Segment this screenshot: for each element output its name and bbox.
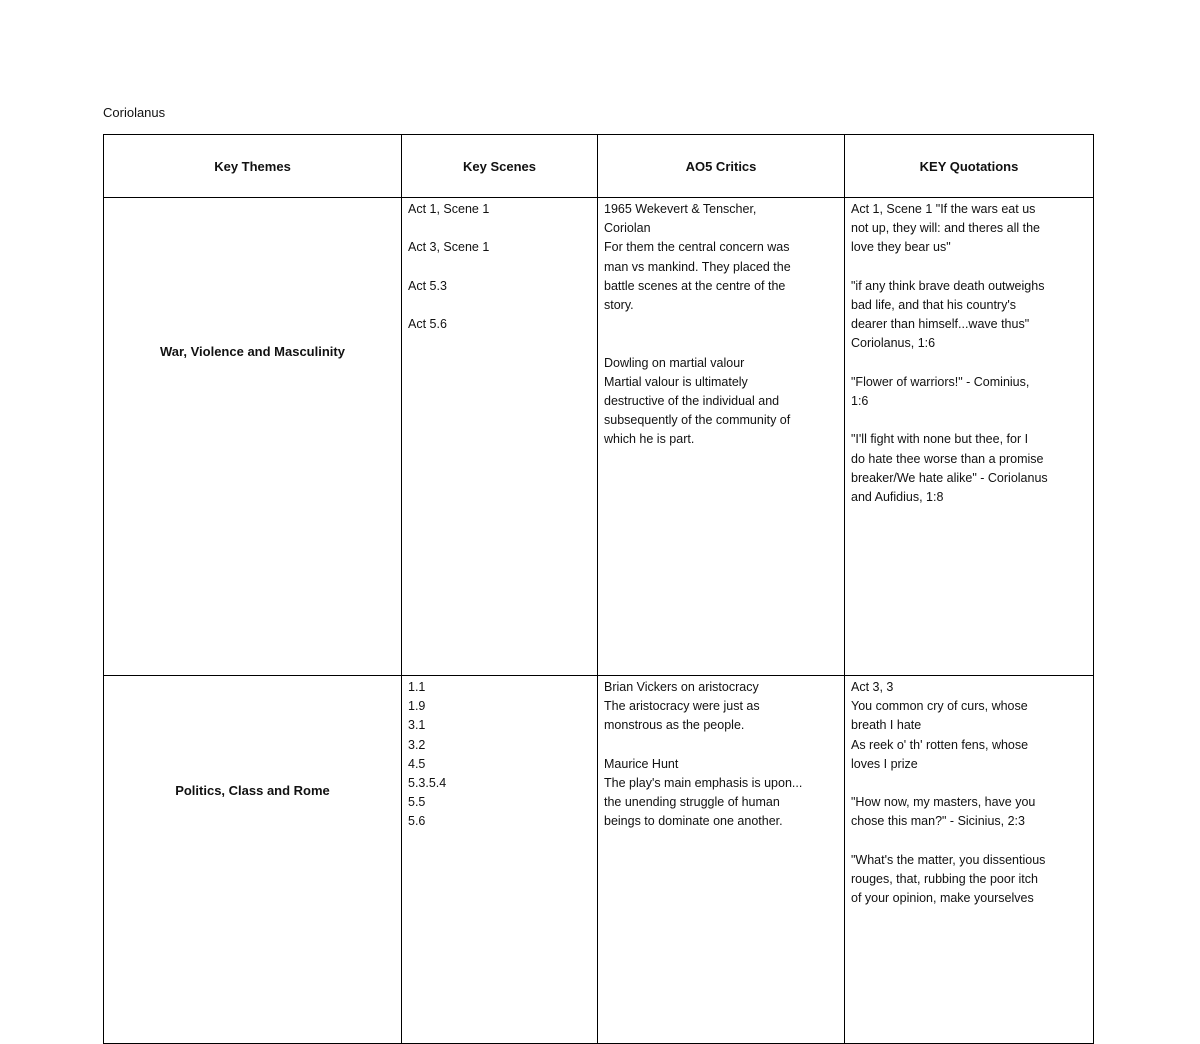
cell-line: Brian Vickers on aristocracy [604, 680, 759, 694]
cell-line: subsequently of the community of [604, 413, 791, 428]
cell-line: 5.6 [408, 814, 426, 829]
critics-cell [598, 676, 845, 1044]
cell-line: Dowling on martial valour [604, 355, 745, 370]
cell-line: Act 3, 3 [851, 680, 894, 694]
cell-line: monstrous as the people. [604, 718, 745, 733]
cell-line [851, 258, 1087, 277]
table-row [104, 198, 1094, 676]
cell-line: "Flower of warriors!" - Cominius, [851, 374, 1030, 389]
cell-line: Coriolanus, 1:6 [851, 336, 936, 351]
cell-line: story. [604, 298, 634, 313]
cell-line: For them the central concern was [604, 240, 790, 255]
cell-line: rouges, that, rubbing the poor itch [851, 872, 1038, 886]
theme-cell: Politics, Class and Rome [104, 676, 402, 1044]
cell-line: and Aufidius, 1:8 [851, 490, 944, 504]
cell-line [604, 736, 838, 755]
cell-line: 1965 Wekevert & Tenscher, [604, 202, 757, 216]
quotations-list [845, 198, 1093, 507]
cell-line: Coriolan [604, 221, 651, 236]
cell-line: 3.1 [408, 718, 426, 733]
cell-line: which he is part. [604, 432, 695, 447]
cell-line [408, 219, 591, 238]
quotations-cell [845, 676, 1094, 1044]
cell-line: chose this man?" - Sicinius, 2:3 [851, 814, 1025, 829]
table-row [104, 676, 1094, 1044]
scenes-list [402, 198, 597, 334]
cell-line: Act 5.3 [408, 278, 447, 293]
cell-line: Act 3, Scene 1 [408, 240, 490, 255]
cell-line: Act 5.6 [408, 317, 447, 332]
cell-line: 5.3.5.4 [408, 776, 447, 791]
cell-line: Act 1, Scene 1 "If the wars eat us [851, 202, 1036, 216]
cell-line: Maurice Hunt [604, 756, 679, 771]
header-key-themes: Key Themes [104, 135, 402, 198]
cell-line [851, 774, 1087, 793]
cell-line: As reek o' th' rotten fens, whose [851, 737, 1029, 752]
cell-line: 1:6 [851, 394, 869, 408]
scenes-cell [402, 676, 598, 1044]
theme-cell: War, Violence and Masculinity [104, 198, 402, 676]
cell-line [851, 354, 1087, 373]
cell-line: "I'll fight with none but thee, for I [851, 432, 1029, 447]
cell-line: beings to dominate one another. [604, 814, 783, 829]
cell-line: of your opinion, make yourselves [851, 891, 1034, 906]
document-title: Coriolanus [103, 105, 166, 120]
cell-line: man vs mankind. They placed the [604, 259, 791, 274]
header-ao5-critics: AO5 Critics [598, 135, 845, 198]
cell-line: The aristocracy were just as [604, 699, 760, 714]
critics-list [598, 676, 844, 832]
cell-line: Act 1, Scene 1 [408, 202, 490, 216]
cell-line: Martial valour is ultimately [604, 374, 748, 389]
cell-line: You common cry of curs, whose [851, 699, 1028, 714]
critics-cell [598, 198, 845, 676]
cell-line: breath I hate [851, 718, 922, 733]
cell-line [851, 411, 1087, 430]
cell-line: dearer than himself...wave thus" [851, 317, 1030, 332]
cell-line: destructive of the individual and [604, 394, 780, 408]
cell-line: bad life, and that his country's [851, 298, 1016, 312]
quotations-list [845, 676, 1093, 908]
cell-line [408, 258, 591, 277]
header-key-scenes: Key Scenes [402, 135, 598, 198]
cell-line: The play's main emphasis is upon... [604, 776, 803, 790]
scenes-cell [402, 198, 598, 676]
cell-line: breaker/We hate alike" - Coriolanus [851, 470, 1048, 485]
scenes-list [402, 676, 597, 832]
cell-line: battle scenes at the centre of the [604, 278, 786, 293]
themes-table [103, 134, 1094, 1044]
cell-line: loves I prize [851, 756, 918, 771]
cell-line [604, 334, 838, 353]
cell-line: 5.5 [408, 795, 426, 810]
cell-line: love they bear us" [851, 240, 951, 255]
cell-line: "What's the matter, you dissentious [851, 852, 1046, 867]
table-header-row [104, 135, 1094, 198]
cell-line: not up, they will: and theres all the [851, 221, 1041, 236]
cell-line: 1.9 [408, 699, 426, 714]
cell-line [604, 315, 838, 334]
cell-line: 4.5 [408, 756, 426, 771]
cell-line: "How now, my masters, have you [851, 795, 1036, 810]
quotations-cell [845, 198, 1094, 676]
cell-line: 1.1 [408, 680, 426, 694]
critics-list [598, 198, 844, 450]
cell-line: 3.2 [408, 737, 426, 752]
cell-line: do hate thee worse than a promise [851, 451, 1044, 466]
cell-line [408, 296, 591, 315]
cell-line [851, 832, 1087, 851]
cell-line: the unending struggle of human [604, 795, 780, 810]
header-key-quotations: KEY Quotations [845, 135, 1094, 198]
cell-line: "if any think brave death outweighs [851, 278, 1045, 293]
